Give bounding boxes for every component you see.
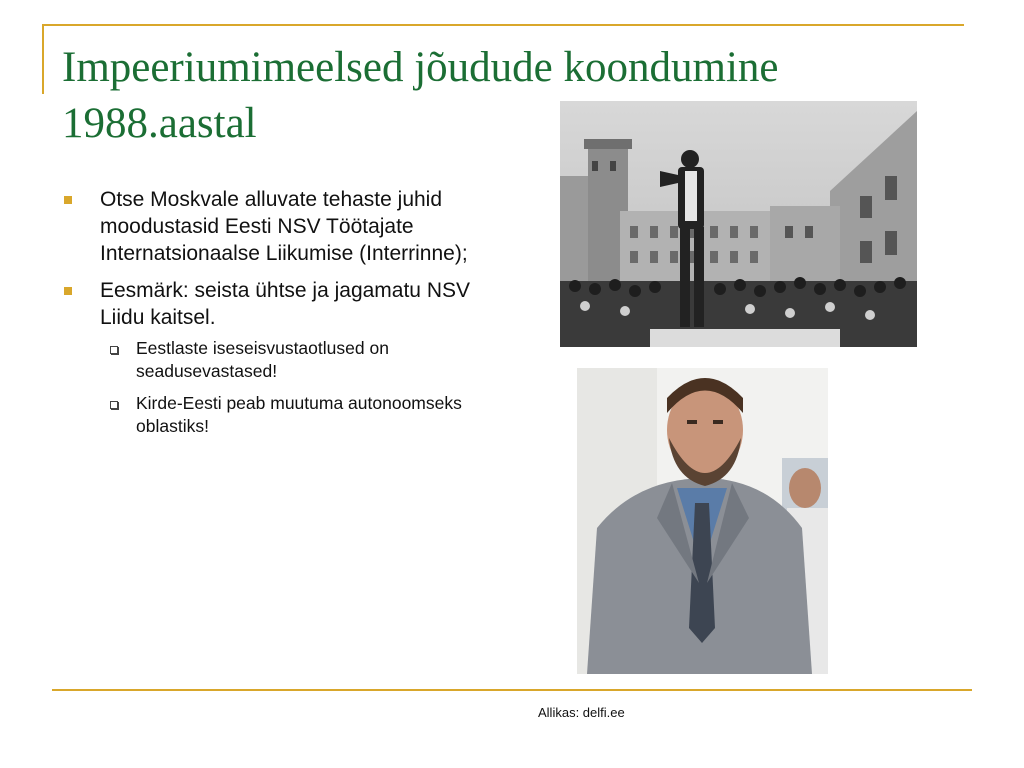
square-bullet-icon xyxy=(64,196,72,204)
rally-photo xyxy=(560,101,917,347)
bullet-list xyxy=(62,186,502,448)
hollow-square-bullet-icon xyxy=(110,401,118,409)
hollow-square-bullet-icon xyxy=(110,346,118,354)
square-bullet-icon xyxy=(64,287,72,295)
bullet-text: Otse Moskvale alluvate tehaste juhid moodustasid Eesti NSV Töötajate Internatsionaalse Liikumise (Interrinne); xyxy=(100,188,468,265)
top-rule xyxy=(42,24,964,26)
source-caption: Allikas: delfi.ee xyxy=(538,705,625,720)
bottom-rule xyxy=(52,689,972,691)
bullet-text: Eesmärk: seista ühtse ja jagamatu NSV Liidu kaitsel. xyxy=(100,279,471,329)
bullet-item xyxy=(62,186,502,267)
bullet-item xyxy=(62,277,502,438)
sub-bullet-list xyxy=(100,337,502,438)
left-rule xyxy=(42,24,44,94)
sub-bullet-item xyxy=(64,337,502,383)
sub-bullet-item xyxy=(64,392,502,438)
sub-bullet-text: Kirde-Eesti peab muutuma autonoomseks oblastiks! xyxy=(136,393,462,436)
portrait-photo xyxy=(577,368,828,674)
portrait-photo-image xyxy=(577,368,828,674)
rally-photo-image xyxy=(560,101,917,347)
slide-title: Impeeriumimeelsed jõudude koondumine 1988.aastal xyxy=(62,44,779,147)
sub-bullet-text: Eestlaste iseseisvustaotlused on seadusevastased! xyxy=(136,338,389,381)
